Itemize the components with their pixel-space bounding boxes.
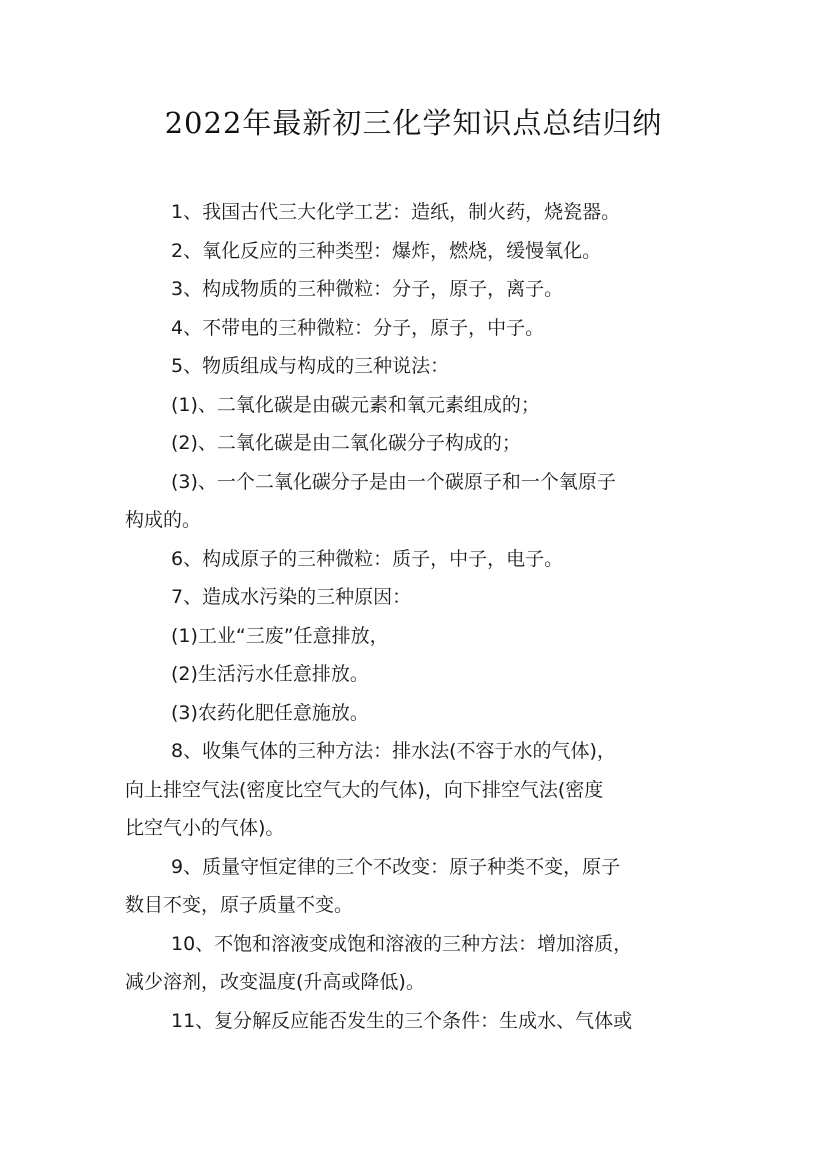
item-4: 4、不带电的三种微粒：分子，原子，中子。 bbox=[171, 316, 545, 339]
item-5-sub-2: (2)、二氧化碳是由二氧化碳分子构成的； bbox=[171, 432, 521, 454]
item-8-cont-1: 向上排空气法(密度比空气大的气体)，向下排空气法(密度 bbox=[125, 778, 604, 801]
item-9-cont: 数目不变，原子质量不变。 bbox=[125, 894, 354, 916]
item-3: 3、构成物质的三种微粒：分子，原子，离子。 bbox=[171, 278, 564, 300]
item-5-sub-3: (3)、一个二氧化碳分子是由一个碳原子和一个氧原子 bbox=[171, 470, 616, 493]
item-7-sub-1: (1)工业“三废”任意排放， bbox=[171, 624, 389, 647]
item-9: 9、质量守恒定律的三个不改变：原子种类不变，原子 bbox=[171, 855, 621, 878]
item-5-sub-3-cont: 构成的。 bbox=[125, 509, 202, 531]
item-6: 6、构成原子的三种微粒：质子，中子，电子。 bbox=[171, 547, 564, 570]
item-7-sub-3: (3)农药化肥任意施放。 bbox=[171, 701, 369, 724]
item-1: 1、我国古代三大化学工艺：造纸，制火药，烧瓷器。 bbox=[171, 201, 621, 223]
item-8-cont-2: 比空气小的气体)。 bbox=[125, 817, 285, 839]
item-10: 10、不饱和溶液变成饱和溶液的三种方法：增加溶质， bbox=[171, 932, 633, 955]
item-5-sub-1: (1)、二氧化碳是由碳元素和氧元素组成的； bbox=[171, 393, 540, 416]
item-7-sub-2: (2)生活污水任意排放。 bbox=[171, 663, 369, 685]
item-7: 7、造成水污染的三种原因： bbox=[171, 586, 412, 608]
item-5: 5、物质组成与构成的三种说法： bbox=[171, 355, 450, 377]
item-2: 2、氧化反应的三种类型：爆炸，燃烧，缓慢氧化。 bbox=[171, 239, 602, 262]
item-11: 11、复分解反应能否发生的三个条件：生成水、气体或 bbox=[171, 1009, 633, 1032]
document-title: 2022年最新初三化学知识点总结归纳 bbox=[164, 106, 663, 140]
item-10-cont: 减少溶剂，改变温度(升高或降低)。 bbox=[125, 971, 425, 993]
document-body bbox=[125, 193, 715, 1040]
item-8: 8、收集气体的三种方法：排水法(不容于水的气体)， bbox=[171, 740, 616, 762]
